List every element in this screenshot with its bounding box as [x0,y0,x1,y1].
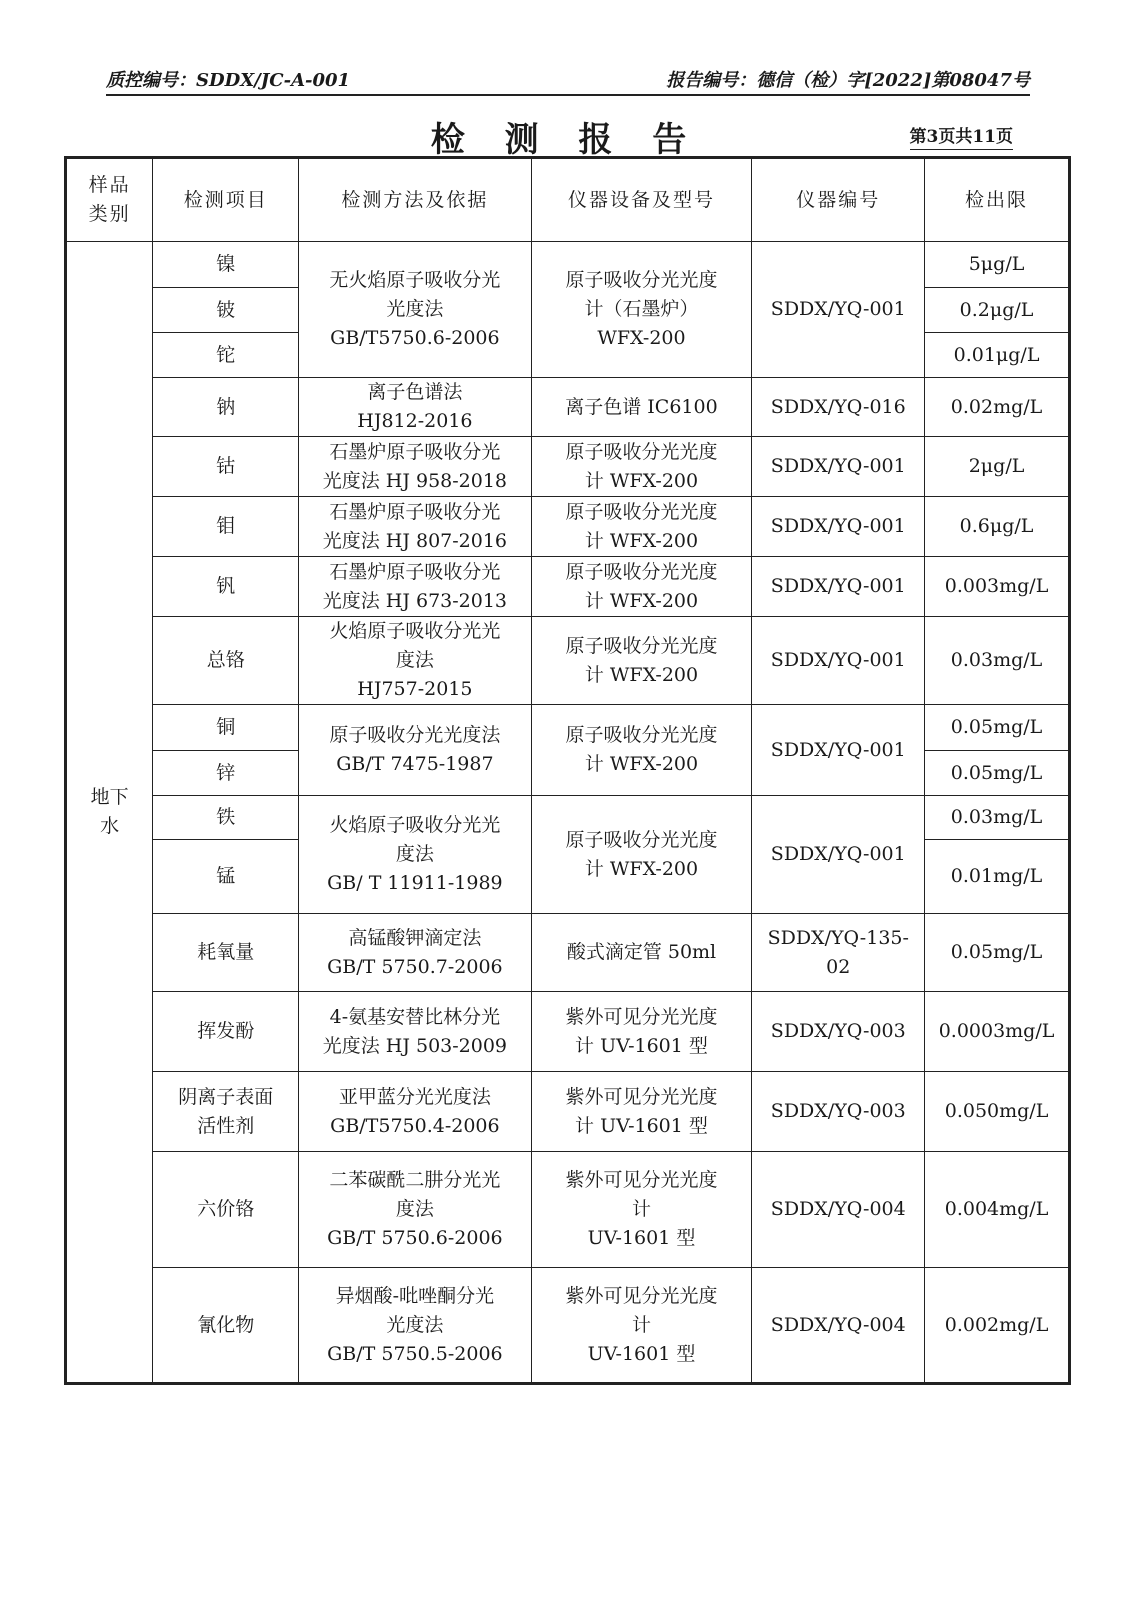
test-item-cell: 耗氧量 [153,914,299,992]
header-instrument: 仪器设备及型号 [531,158,752,242]
table-row [66,1072,1070,1152]
instrument-cell: 紫外可见分光光度 计 UV-1601 型 [531,1072,752,1152]
method-cell: 石墨炉原子吸收分光 光度法 HJ 958-2018 [299,437,531,497]
method-cell: 石墨炉原子吸收分光 光度法 HJ 673-2013 [299,557,531,617]
instrument-code-cell: SDDX/YQ-001 [752,557,925,617]
test-item-cell: 阴离子表面 活性剂 [153,1072,299,1152]
table-row [66,497,1070,557]
test-item-cell: 总铬 [153,617,299,705]
method-cell: 亚甲蓝分光光度法 GB/T5750.4-2006 [299,1072,531,1152]
header-method: 检测方法及依据 [299,158,531,242]
table-row [66,557,1070,617]
table-row [66,796,1070,840]
instrument-code-cell: SDDX/YQ-001 [752,437,925,497]
method-cell: 二苯碳酰二肼分光光 度法 GB/T 5750.6-2006 [299,1152,531,1268]
instrument-cell: 原子吸收分光光度 计 WFX-200 [531,617,752,705]
instrument-code-cell: SDDX/YQ-001 [752,497,925,557]
report-number: 报告编号：德信（检）字[2022]第08047号 [666,70,1030,91]
test-item-cell: 镍 [153,242,299,288]
instrument-code-cell: SDDX/YQ-135- 02 [752,914,925,992]
method-cell: 火焰原子吸收分光光 度法 HJ757-2015 [299,617,531,705]
instrument-cell: 原子吸收分光光度 计 WFX-200 [531,705,752,796]
detection-limit-cell: 0.03mg/L [925,796,1070,840]
instrument-cell: 紫外可见分光光度 计 UV-1601 型 [531,992,752,1072]
test-item-cell: 铊 [153,333,299,378]
detection-limit-cell: 0.01mg/L [925,840,1070,914]
qc-number: 质控编号：SDDX/JC-A-001 [106,70,351,91]
table-row [66,242,1070,288]
detection-limit-cell: 0.003mg/L [925,557,1070,617]
instrument-cell: 原子吸收分光光度 计 WFX-200 [531,437,752,497]
test-method-table [64,156,1071,1385]
test-item-cell: 铍 [153,288,299,333]
instrument-code-cell: SDDX/YQ-004 [752,1152,925,1268]
detection-limit-cell: 0.01μg/L [925,333,1070,378]
test-item-cell: 钒 [153,557,299,617]
instrument-cell: 离子色谱 IC6100 [531,378,752,437]
test-item-cell: 钼 [153,497,299,557]
sample-category-cell: 地下 水 [66,242,153,1384]
document-title: 检 测 报 告 [430,120,701,160]
table-header-row [66,158,1070,242]
method-cell: 石墨炉原子吸收分光 光度法 HJ 807-2016 [299,497,531,557]
instrument-code-cell: SDDX/YQ-001 [752,705,925,796]
detection-limit-cell: 0.05mg/L [925,751,1070,796]
method-cell: 高锰酸钾滴定法 GB/T 5750.7-2006 [299,914,531,992]
instrument-code-cell: SDDX/YQ-001 [752,242,925,378]
detection-limit-cell: 0.6μg/L [925,497,1070,557]
table-row [66,378,1070,437]
page-header [106,66,1030,96]
instrument-code-cell: SDDX/YQ-003 [752,992,925,1072]
method-cell: 火焰原子吸收分光光 度法 GB/ T 11911-1989 [299,796,531,914]
detection-limit-cell: 0.02mg/L [925,378,1070,437]
instrument-code-cell: SDDX/YQ-001 [752,796,925,914]
header-instrument-code: 仪器编号 [752,158,925,242]
test-item-cell: 钴 [153,437,299,497]
method-cell: 4-氨基安替比林分光 光度法 HJ 503-2009 [299,992,531,1072]
method-cell: 离子色谱法 HJ812-2016 [299,378,531,437]
instrument-cell: 紫外可见分光光度 计 UV-1601 型 [531,1268,752,1384]
table-row [66,437,1070,497]
test-item-cell: 挥发酚 [153,992,299,1072]
detection-limit-cell: 0.05mg/L [925,914,1070,992]
instrument-cell: 酸式滴定管 50ml [531,914,752,992]
method-cell: 异烟酸-吡唑酮分光 光度法 GB/T 5750.5-2006 [299,1268,531,1384]
page-indicator: 第3页共11页 [910,122,1014,150]
instrument-code-cell: SDDX/YQ-016 [752,378,925,437]
test-item-cell: 锰 [153,840,299,914]
test-item-cell: 钠 [153,378,299,437]
detection-limit-cell: 0.2μg/L [925,288,1070,333]
table-row [66,1152,1070,1268]
table-row [66,617,1070,705]
detection-limit-cell: 0.05mg/L [925,705,1070,751]
table-row [66,914,1070,992]
instrument-cell: 紫外可见分光光度 计 UV-1601 型 [531,1152,752,1268]
method-cell: 原子吸收分光光度法 GB/T 7475-1987 [299,705,531,796]
test-item-cell: 锌 [153,751,299,796]
instrument-code-cell: SDDX/YQ-004 [752,1268,925,1384]
detection-limit-cell: 0.03mg/L [925,617,1070,705]
instrument-cell: 原子吸收分光光度 计 WFX-200 [531,497,752,557]
method-cell: 无火焰原子吸收分光 光度法 GB/T5750.6-2006 [299,242,531,378]
header-test-item: 检测项目 [153,158,299,242]
instrument-cell: 原子吸收分光光度 计 WFX-200 [531,557,752,617]
instrument-code-cell: SDDX/YQ-001 [752,617,925,705]
detection-limit-cell: 5μg/L [925,242,1070,288]
table-row [66,1268,1070,1384]
detection-limit-cell: 2μg/L [925,437,1070,497]
test-item-cell: 铜 [153,705,299,751]
table-row [66,992,1070,1072]
detection-limit-cell: 0.0003mg/L [925,992,1070,1072]
header-sample-category: 样品 类别 [66,158,153,242]
table-row [66,705,1070,751]
instrument-code-cell: SDDX/YQ-003 [752,1072,925,1152]
detection-limit-cell: 0.002mg/L [925,1268,1070,1384]
test-item-cell: 氰化物 [153,1268,299,1384]
instrument-cell: 原子吸收分光光度 计 WFX-200 [531,796,752,914]
detection-limit-cell: 0.004mg/L [925,1152,1070,1268]
instrument-cell: 原子吸收分光光度 计（石墨炉） WFX-200 [531,242,752,378]
header-detection-limit: 检出限 [925,158,1070,242]
test-item-cell: 六价铬 [153,1152,299,1268]
test-item-cell: 铁 [153,796,299,840]
detection-limit-cell: 0.050mg/L [925,1072,1070,1152]
